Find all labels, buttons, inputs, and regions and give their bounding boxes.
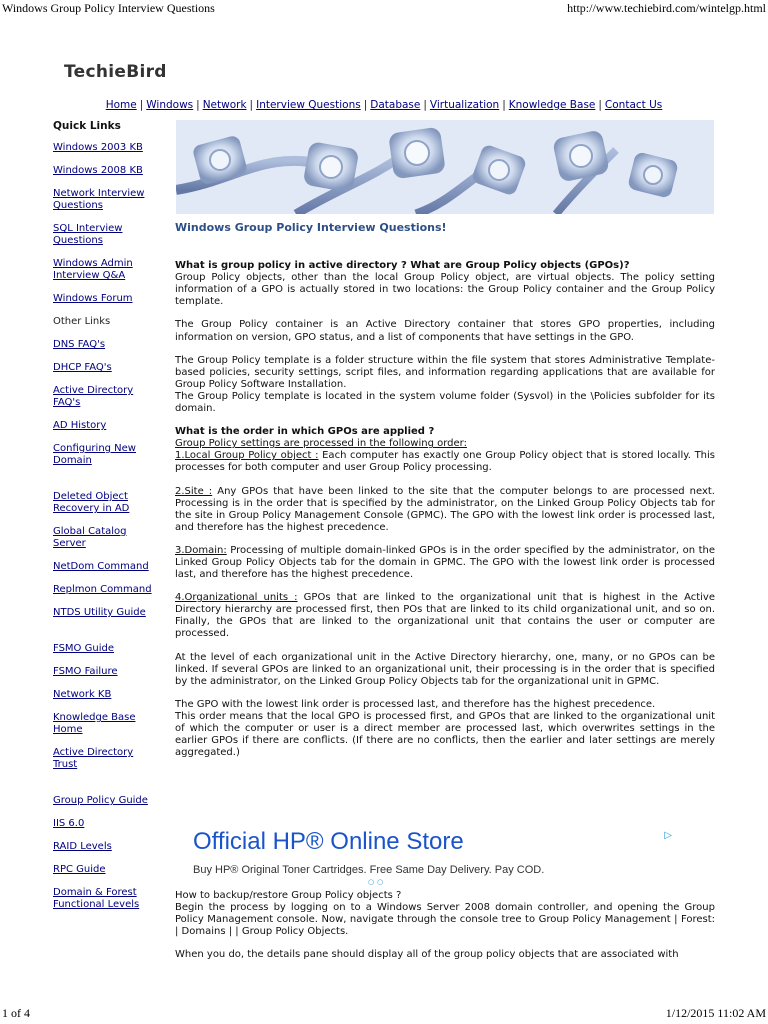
sidebar-link-active-directory-trust[interactable]: Active Directory Trust <box>53 747 134 770</box>
quick-links-heading: Quick Links <box>53 120 121 132</box>
sidebar-link-group-policy-guide[interactable]: Group Policy Guide <box>53 795 148 806</box>
article-content-continued <box>175 890 715 972</box>
sidebar-link-windows-2008-kb[interactable]: Windows 2008 KB <box>53 165 143 176</box>
sidebar-link-sql-interview-questions[interactable]: SQL Interview Questions <box>53 223 123 246</box>
sidebar-link-raid-levels[interactable]: RAID Levels <box>53 841 112 852</box>
nav-virtualization[interactable]: Virtualization <box>429 99 500 111</box>
paragraph: Group Policy objects, other than the local Group Policy object, are virtual objects. The policy setting information of a GPO is actually stored in two locations: the Group Policy container and the Group Policy template. <box>175 272 715 308</box>
paragraph-local-gpo <box>175 450 715 474</box>
paragraph: Begin the process by logging on to a Windows Server 2008 domain controller, and opening the Group Policy Management console. Now, navigate through the console tree to Group Policy Management | Forest: | Domains | | Group Policy Objects. <box>175 902 715 938</box>
site-logo[interactable]: TechieBird <box>64 62 167 82</box>
label-ou: 4.Organizational units : <box>175 592 298 604</box>
paragraph: When you do, the details pane should display all of the group policy objects that are associated with <box>175 949 679 961</box>
sidebar-link-knowledge-base-home[interactable]: Knowledge Base Home <box>53 712 136 735</box>
banner-image <box>176 120 714 214</box>
sidebar-link-ntds-utility-guide[interactable]: NTDS Utility Guide <box>53 607 146 618</box>
sidebar-link-fsmo-failure[interactable]: FSMO Failure <box>53 666 118 677</box>
sidebar-link-global-catalog-server[interactable]: Global Catalog Server <box>53 526 127 549</box>
paragraph: The Group Policy template is located in the system volume folder (Sysvol) in the \Policies subfolder for its domain. <box>175 390 715 415</box>
nav-separator: | <box>249 99 254 111</box>
sidebar-link-windows-forum[interactable]: Windows Forum <box>53 293 133 304</box>
nav-network[interactable]: Network <box>202 99 247 111</box>
nav-separator: | <box>502 99 506 111</box>
sidebar-link-windows-2003-kb[interactable]: Windows 2003 KB <box>53 142 143 153</box>
sidebar-link-domain-forest-levels[interactable]: Domain & Forest Functional Levels <box>53 887 140 910</box>
sidebar-link-iis-6[interactable]: IIS 6.0 <box>53 818 85 829</box>
sidebar-link-deleted-object-recovery[interactable]: Deleted Object Recovery in AD <box>53 491 130 514</box>
sidebar-link-windows-admin-interview[interactable]: Windows Admin Interview Q&A <box>53 258 133 281</box>
nav-separator: | <box>139 99 144 111</box>
sidebar-link-dns-faqs[interactable]: DNS FAQ's <box>53 339 106 350</box>
nav-contact-us[interactable]: Contact Us <box>604 99 663 111</box>
paragraph-domain <box>175 545 715 581</box>
paragraph: At the level of each organizational unit in the Active Directory hierarchy, one, many, or no GPOs can be linked. If several GPOs are linked to an organizational unit, their processing is in the order that is specified by the administrator, on the Linked Group Policy Objects tab for the organizational unit in GPMC. <box>175 651 715 687</box>
advertisement[interactable] <box>176 822 716 884</box>
nav-interview-questions[interactable]: Interview Questions <box>256 99 361 111</box>
nav-separator: | <box>423 99 427 111</box>
print-header-title: Windows Group Policy Interview Questions <box>2 1 215 15</box>
sidebar-link-network-interview-questions[interactable]: Network Interview Questions <box>53 188 145 211</box>
other-links-label: Other Links <box>53 316 111 327</box>
sidebar-link-fsmo-guide[interactable]: FSMO Guide <box>53 643 114 654</box>
sidebar-link-network-kb[interactable]: Network KB <box>53 689 112 700</box>
paragraph: The Group Policy container is an Active Directory container that stores GPO properties, including information on version, GPO status, and a list of components that have settings in the GPO. <box>175 319 715 343</box>
sidebar-link-ad-history[interactable]: AD History <box>53 420 107 431</box>
article-title: Windows Group Policy Interview Questions! <box>175 221 447 234</box>
sidebar-link-dhcp-faqs[interactable]: DHCP FAQ's <box>53 362 112 373</box>
question-gpo-order: What is the order in which GPOs are applied ? <box>175 426 435 438</box>
ad-pagination-dots[interactable]: ○○ <box>368 878 387 886</box>
print-footer-page: 1 of 4 <box>2 1006 30 1020</box>
paragraph-ou <box>175 592 715 640</box>
nav-database[interactable]: Database <box>370 99 421 111</box>
nav-separator: | <box>196 99 200 111</box>
text-domain: Processing of multiple domain-linked GPOs is in the order specified by the administrator, on the Linked Group Policy Objects tab for the domain in GPMC. The GPO with the lowest link order is processed last, and therefore has the highest precedence. <box>175 544 715 581</box>
paragraph: The Group Policy template is a folder structure within the file system that stores Administrative Template-based policies, security settings, script files, and information regarding applications that are available for Group Policy Software Installation. <box>175 354 715 390</box>
label-site: 2.Site : <box>175 485 213 497</box>
nav-windows[interactable]: Windows <box>146 99 194 111</box>
top-nav <box>0 99 768 111</box>
sidebar-link-replmon-command[interactable]: Replmon Command <box>53 584 152 595</box>
text-ou: GPOs that are linked to the organizational unit that is highest in the Active Directory hierarchy are processed first, then POs that are linked to its child organizational unit, and so on. Finally, the GPOs that are linked to the organizational unit that contains the user or computer are processed. <box>175 592 715 640</box>
label-local-gpo: 1.Local Group Policy object : <box>175 450 319 462</box>
label-domain: 3.Domain: <box>175 544 227 556</box>
question-backup-restore: How to backup/restore Group Policy objects ? <box>175 890 402 901</box>
sidebar-link-netdom-command[interactable]: NetDom Command <box>53 561 149 572</box>
nav-home[interactable]: Home <box>105 99 137 111</box>
paragraph-site <box>175 486 715 534</box>
adchoices-icon[interactable]: ▷ <box>664 830 672 841</box>
text-site: Any GPOs that have been linked to the site that the computer belongs to are processed next. Processing is in the order that is specified by the administrator, on the Linked Group Policy Objects tab for the site in Group Policy Management Console (GPMC). The GPO with the lowest link order is processed last, and therefore has the highest precedence. <box>175 485 715 533</box>
paragraph: The GPO with the lowest link order is processed last, and therefore has the highest precedence. <box>175 698 656 710</box>
network-cables-banner <box>176 120 714 214</box>
order-intro: Group Policy settings are processed in the following order: <box>175 438 467 450</box>
article-content <box>175 222 715 770</box>
ad-text[interactable]: Buy HP® Original Toner Cartridges. Free Same Day Delivery. Pay COD. <box>193 864 545 876</box>
paragraph: This order means that the local GPO is processed first, and GPOs that are linked to the organizational unit of which the computer or user is a direct member are processed last, which overwrites settings in the earlier GPOs if there are conflicts. (If there are no conflicts, then the earlier and later settings are merely aggregated.) <box>175 710 715 759</box>
nav-separator: | <box>598 99 602 111</box>
ad-title[interactable]: Official HP® Online Store <box>193 828 464 855</box>
text-local-gpo: Each computer has exactly one Group Policy object that is stored locally. This processes for both computer and user Group Policy processing. <box>175 450 715 474</box>
sidebar-link-configuring-new-domain[interactable]: Configuring New Domain <box>53 443 136 466</box>
nav-separator: | <box>363 99 368 111</box>
print-header-url: http://www.techiebird.com/wintelgp.html <box>567 1 766 15</box>
quick-links-sidebar <box>53 120 157 922</box>
question-what-is-group-policy: What is group policy in active directory ? What are Group Policy objects (GPOs)? <box>175 260 630 272</box>
sidebar-link-active-directory-faqs[interactable]: Active Directory FAQ's <box>53 385 134 408</box>
print-footer-datetime: 1/12/2015 11:02 AM <box>665 1006 766 1020</box>
nav-knowledge-base[interactable]: Knowledge Base <box>508 99 596 111</box>
sidebar-link-rpc-guide[interactable]: RPC Guide <box>53 864 106 875</box>
